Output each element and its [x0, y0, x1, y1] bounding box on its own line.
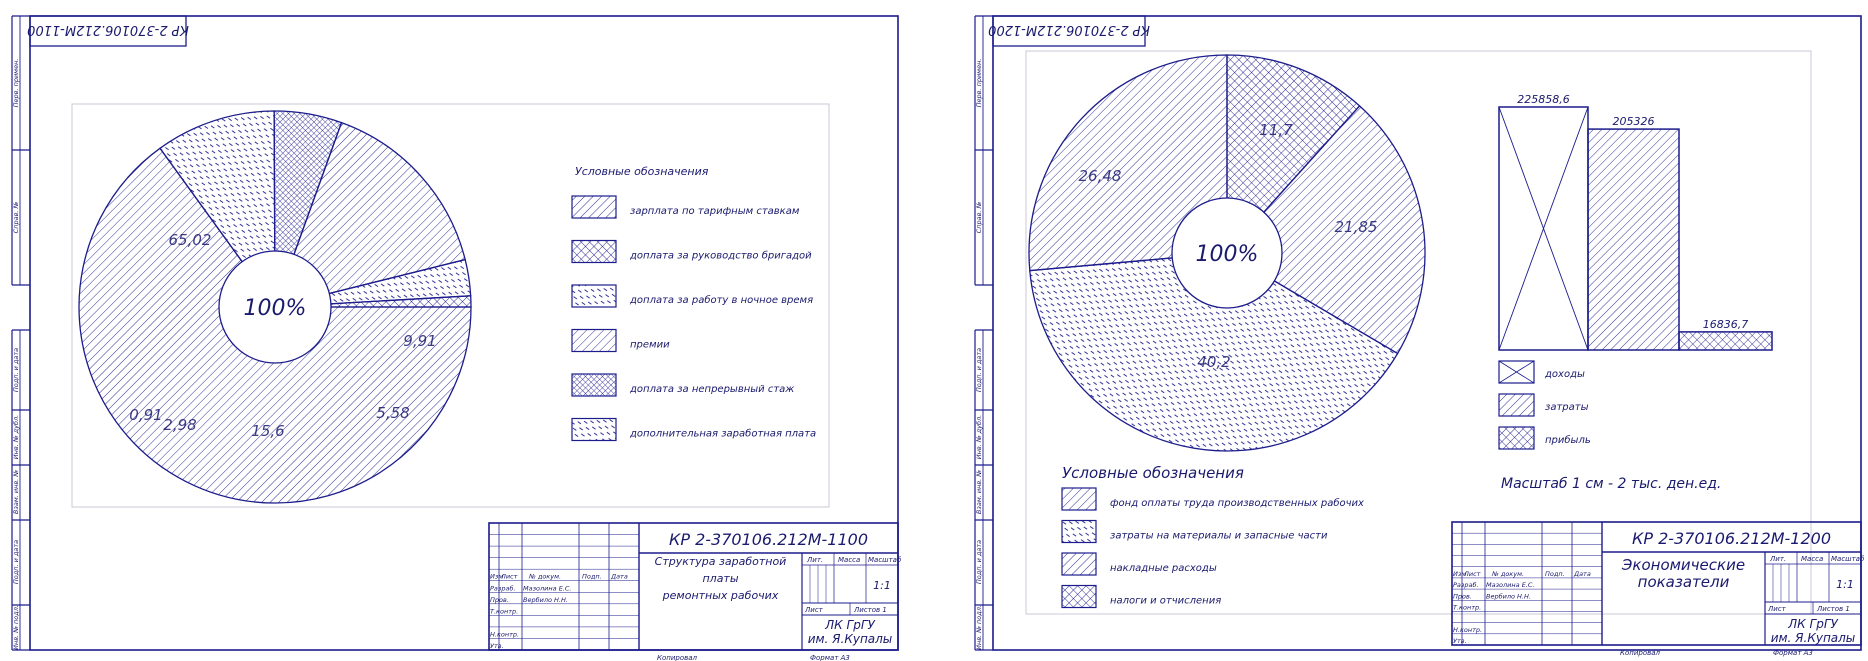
title-block-header-label: Дата [611, 572, 628, 581]
side-strip-label: Инв. № дубл. [12, 414, 20, 460]
bar [1679, 332, 1772, 350]
title-block-person: Мазолина Е.С. [1486, 581, 1535, 590]
top-stamp-code: КР 2-370106.212М-1100 [27, 22, 189, 37]
pie-slice-label: 65,02 [168, 231, 212, 249]
side-strip-label: Подп. и дата [12, 347, 20, 393]
title-block-title-line: показатели [1637, 573, 1730, 591]
title-block-role: Т.контр. [490, 607, 519, 616]
side-strip-label: Инв. № подл. [12, 605, 20, 650]
legend-swatch [1062, 521, 1096, 543]
bar-value-label: 205326 [1612, 115, 1655, 129]
title-block-org: ЛК ГрГУ [1788, 617, 1838, 631]
bar-legend-label: доходы [1545, 369, 1585, 380]
side-strip-label: Перв. примен. [975, 58, 983, 108]
title-block-role: Пров. [490, 595, 509, 604]
drawing-sheet-1 [12, 16, 902, 661]
bar-legend-label: затраты [1545, 402, 1589, 413]
title-block-copied-label: Копировал [657, 654, 697, 661]
bar-legend-swatch [1499, 394, 1534, 416]
pie-slice-label: 26,48 [1078, 167, 1122, 185]
pie-slice-label: 0,91 [129, 406, 163, 424]
title-block-role: Пров. [1453, 592, 1472, 601]
side-strip-label: Взам. инв. № [12, 469, 20, 515]
pie-slice-label: 11,7 [1259, 121, 1293, 139]
side-strip-label: Инв. № подл. [975, 605, 983, 650]
title-block-sheets-label: Листов 1 [854, 606, 887, 614]
legend-item-label: накладные расходы [1110, 563, 1217, 574]
pie-slice-label: 40,2 [1197, 353, 1231, 371]
title-block-scale-value: 1:1 [873, 579, 891, 592]
title-block-mass-label: Масса [838, 556, 861, 564]
title-block-role: Разраб. [1453, 581, 1479, 590]
title-block-person: Вербило Н.Н. [523, 595, 568, 604]
title-block-header-label: № докум. [1492, 569, 1525, 578]
title-block-role: Н.контр. [1453, 625, 1483, 634]
drawing-sheet-2 [975, 16, 1865, 657]
side-strip-label: Перв. примен. [12, 58, 20, 108]
side-strip-label: Подп. и дата [975, 347, 983, 393]
bar-legend-swatch [1499, 427, 1534, 449]
title-block-role: Утв. [490, 642, 504, 650]
title-block-org: им. Я.Купалы [807, 632, 893, 646]
top-stamp-code: КР 2-370106.212М-1200 [988, 22, 1150, 37]
title-block-header-label: Изм [1453, 569, 1467, 578]
title-block-sheets-label: Листов 1 [1817, 605, 1850, 613]
title-block-person: Мазолина Е.С. [523, 584, 572, 593]
side-strip-label: Справ. № [12, 201, 20, 234]
title-block-org: ЛК ГрГУ [825, 618, 875, 632]
title-block-role: Н.контр. [490, 630, 520, 639]
legend-item-label: премии [630, 339, 670, 351]
side-strip-label: Инв. № дубл. [975, 414, 983, 460]
bar-value-label: 16836,7 [1702, 317, 1749, 331]
title-block-lit-label: Лит. [1770, 555, 1787, 563]
title-block-sheet-label: Лист [1768, 605, 1786, 613]
title-block-code: КР 2-370106.212М-1100 [668, 530, 869, 549]
title-block-header-label: Подп. [582, 572, 602, 581]
legend-swatch [1062, 488, 1096, 510]
bar-legend-label: прибыль [1545, 435, 1591, 446]
title-block-header-label: Лист [1464, 569, 1481, 578]
title-block-title-line: платы [702, 572, 739, 585]
legend-swatch [572, 241, 616, 263]
title-block-title-line: Структура заработной [654, 555, 787, 568]
legend-item-label: доплата за работу в ночное время [630, 295, 814, 306]
pie-slice-label: 21,85 [1334, 218, 1378, 236]
side-strip-label: Подп. и дата [12, 539, 20, 585]
pie-center-label: 100% [243, 296, 307, 321]
legend-item-label: налоги и отчисления [1110, 595, 1222, 607]
title-block-header-label: Лист [501, 572, 518, 581]
title-block-code: КР 2-370106.212М-1200 [1631, 529, 1832, 548]
side-strip-label: Подп. и дата [975, 539, 983, 585]
title-block-org: им. Я.Купалы [1770, 631, 1856, 645]
legend-swatch [1062, 586, 1096, 608]
title-block-role: Разраб. [490, 584, 516, 593]
legend-title: Условные обозначения [575, 165, 709, 178]
pie-slice-label: 2,98 [163, 416, 197, 434]
side-strip-label: Взам. инв. № [975, 469, 983, 515]
title-block-role: Т.контр. [1453, 603, 1482, 612]
pie-slice-label: 15,6 [251, 422, 285, 440]
bar-value-label: 225858,6 [1517, 93, 1570, 106]
title-block-sheet-label: Лист [805, 606, 823, 614]
title-block-format-label: Формат А3 [1773, 649, 1813, 657]
title-block-scale-value: 1:1 [1836, 578, 1854, 591]
legend-item-label: зарплата по тарифным ставкам [630, 206, 800, 217]
legend-swatch [572, 419, 616, 441]
legend-swatch [572, 285, 616, 307]
bar-scale-note: Масштаб 1 см - 2 тыс. ден.ед. [1501, 476, 1722, 492]
title-block-mass-label: Масса [1801, 555, 1824, 563]
side-strip-label: Справ. № [975, 201, 983, 234]
title-block-title-line: ремонтных рабочих [662, 589, 779, 602]
title-block-header-label: № докум. [529, 572, 562, 581]
legend-item-label: дополнительная заработная плата [630, 428, 817, 440]
legend-swatch [1062, 553, 1096, 575]
pie-slice-label: 9,91 [403, 332, 437, 350]
pie-center-label: 100% [1195, 242, 1259, 267]
legend-item-label: доплата за руководство бригадой [630, 250, 812, 262]
title-block-header-label: Подп. [1545, 569, 1565, 578]
title-block-copied-label: Копировал [1620, 649, 1660, 657]
legend-item-label: затраты на материалы и запасные части [1110, 530, 1328, 542]
title-block-person: Вербило Н.Н. [1486, 592, 1531, 601]
legend-item-label: фонд оплаты труда производственных рабочих [1110, 498, 1364, 509]
title-block-lit-label: Лит. [807, 556, 824, 564]
pie-slice-label: 5,58 [376, 404, 410, 422]
title-block-header-label: Изм [490, 572, 504, 581]
title-block-scale-label: Масштаб [868, 556, 902, 564]
title-block-header-label: Дата [1574, 569, 1591, 578]
title-block-scale-label: Масштаб [1831, 555, 1865, 563]
legend-item-label: доплата за непрерывный стаж [630, 384, 795, 395]
title-block-format-label: Формат А3 [810, 654, 850, 661]
legend-swatch [572, 196, 616, 218]
title-block-role: Утв. [1453, 637, 1467, 645]
bar [1588, 129, 1679, 350]
title-block-title-line: Экономические [1621, 556, 1746, 574]
legend-swatch [572, 374, 616, 396]
legend-swatch [572, 330, 616, 352]
legend-title: Условные обозначения [1062, 464, 1244, 482]
